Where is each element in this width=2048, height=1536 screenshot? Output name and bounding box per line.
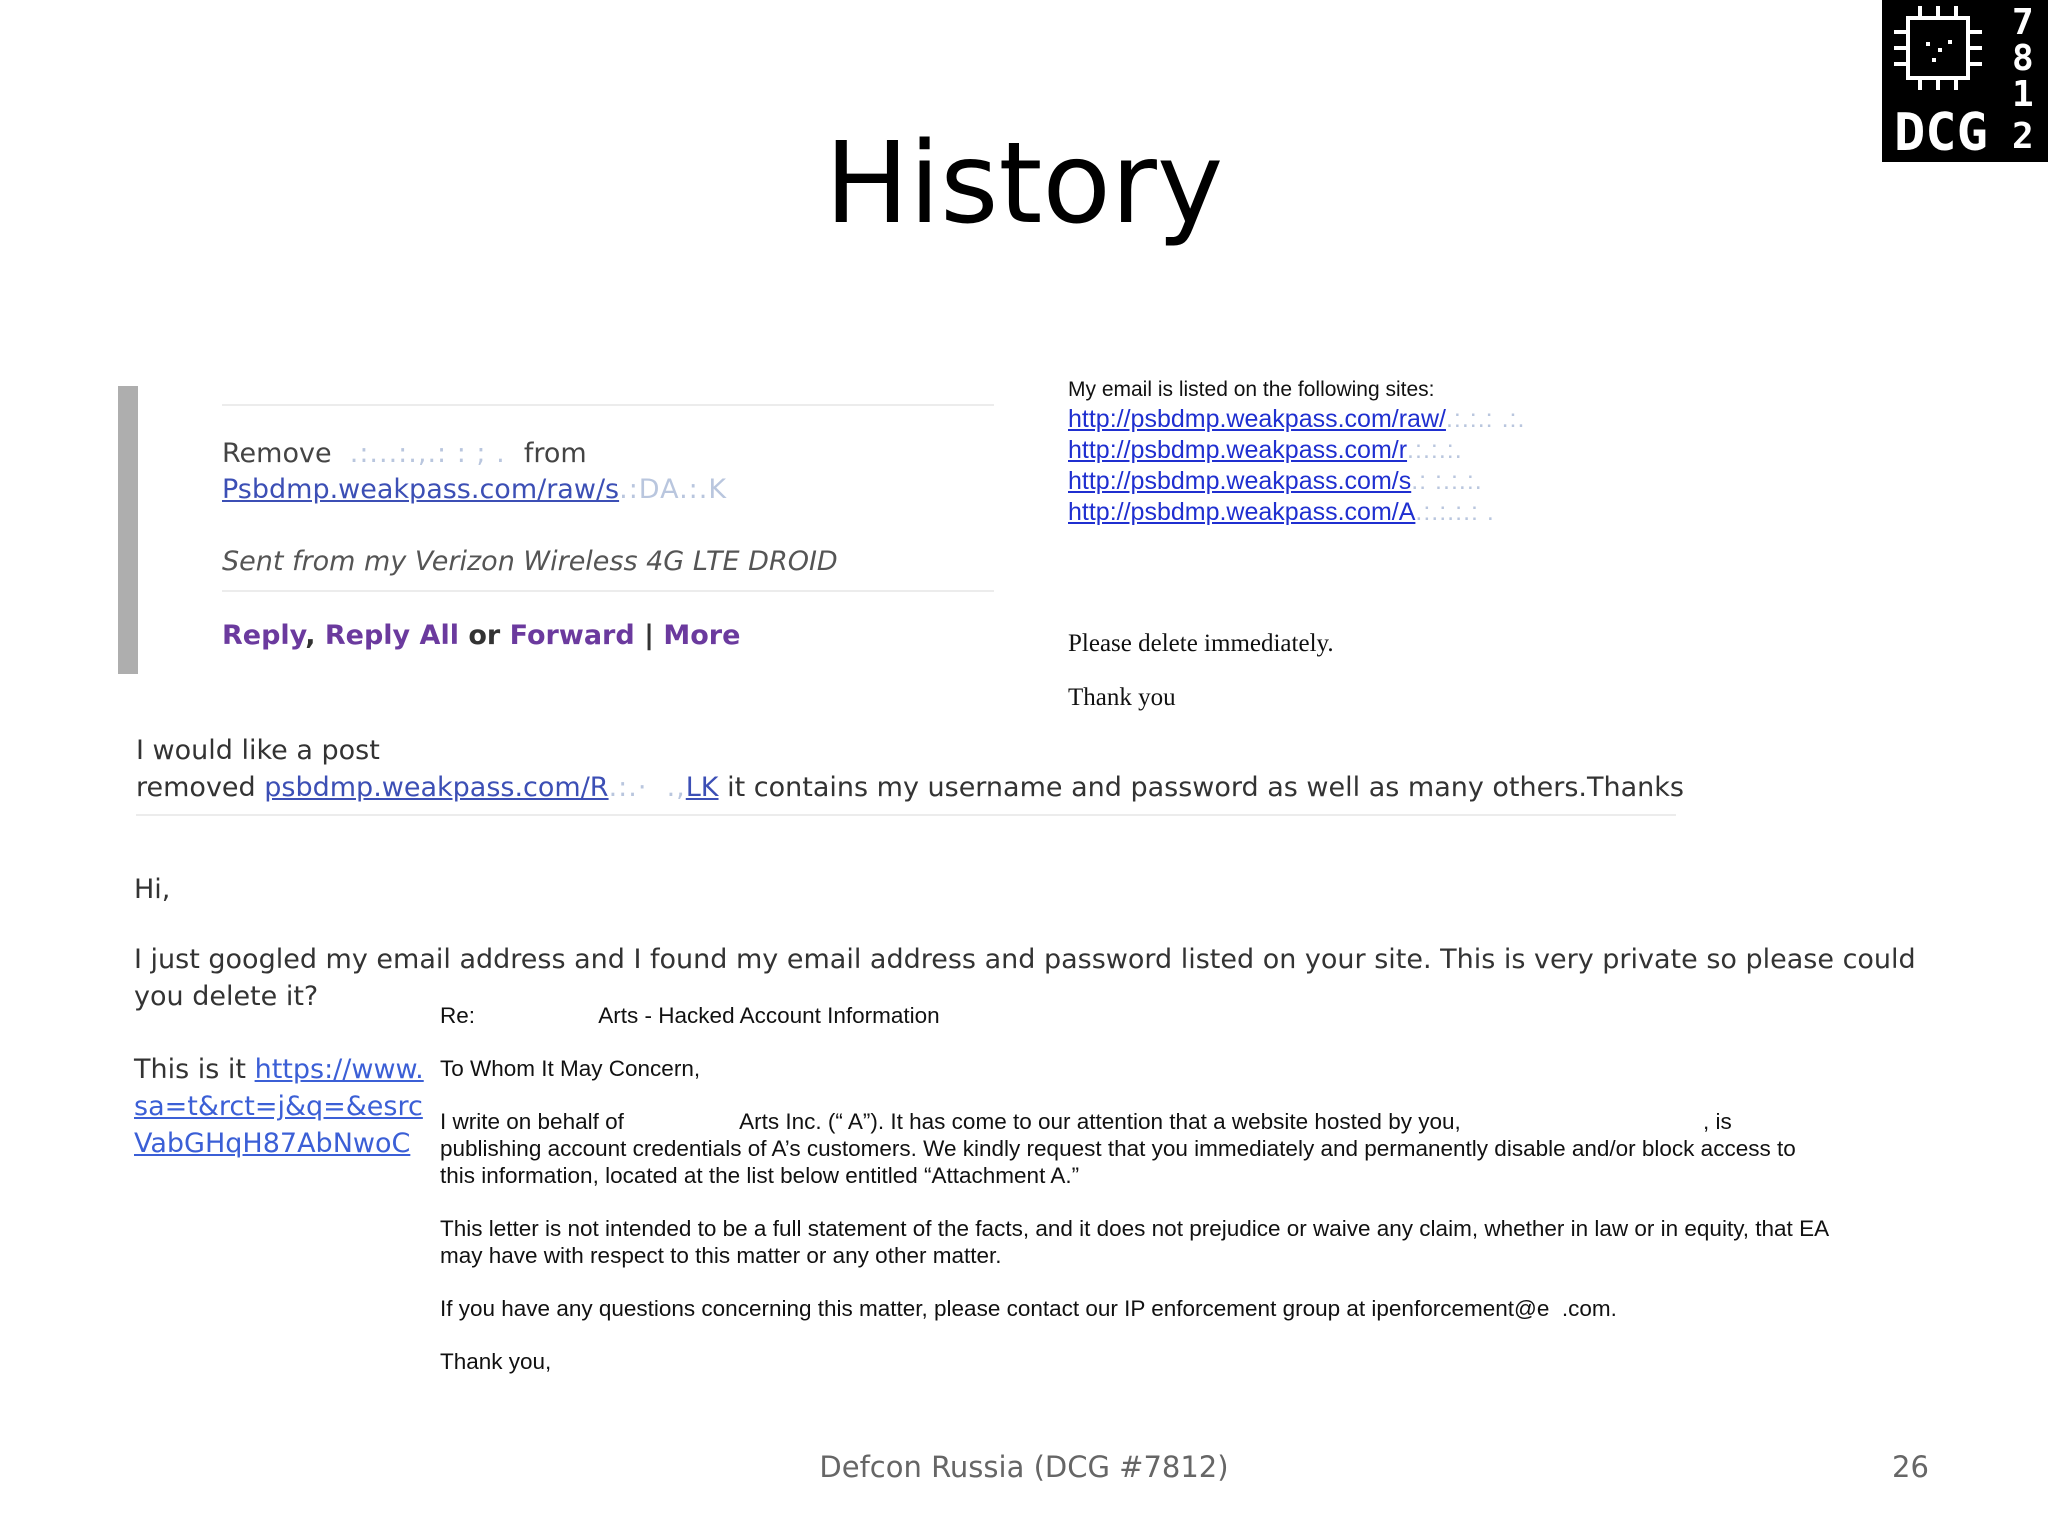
svg-text:2: 2 <box>2012 116 2034 157</box>
legal-letter <box>426 1002 1900 1401</box>
more-link[interactable]: More <box>663 620 741 651</box>
paste-link[interactable]: Psbdmp.weakpass.com/raw/s <box>222 474 620 505</box>
email-post-removal <box>136 732 1684 806</box>
enforcement-email-link[interactable]: ipenforcement@e .com <box>1371 1296 1611 1321</box>
reply-link[interactable]: Reply <box>222 620 306 651</box>
google-link-continued[interactable]: VabGHqH87AbNwoC <box>134 1128 411 1159</box>
slide-footer: Defcon Russia (DCG #7812) <box>819 1450 1229 1484</box>
redacted-email: .:...:.,.: : ; . <box>340 438 516 469</box>
quote-bar <box>118 386 138 674</box>
remove-line: Remove .:...:.,.: : ; . from <box>222 438 587 469</box>
letter-closing: Thank you, <box>440 1349 552 1374</box>
letter-paragraph: I write on behalf of Arts Inc. (“ A”). It has come to our attention that a website hosted by you, , is publishing account credentials of A’s customers. We kindly request that you immediately and permanently disable and/or block access to this information, located at the list below entitled “Attachment A.” <box>440 1109 1796 1188</box>
svg-text:7: 7 <box>2012 2 2034 43</box>
reply-all-link[interactable]: Reply All <box>324 620 459 651</box>
letter-paragraph: If you have any questions concerning this matter, please contact our IP enforcement group at ipenforcement@e .com. <box>440 1296 1617 1321</box>
svg-text:8: 8 <box>2012 38 2034 79</box>
body-line: you delete it? <box>134 981 319 1012</box>
svg-text:1: 1 <box>2012 74 2034 115</box>
greeting: Hi, <box>134 874 171 905</box>
email-header-line: My email is listed on the following sites: <box>1068 378 1435 401</box>
slide-title: History <box>824 119 1224 249</box>
remove-link-line <box>222 474 727 505</box>
divider <box>136 814 1676 816</box>
delete-request: Please delete immediately. <box>1068 630 1334 657</box>
dcg-logo <box>1882 0 2048 162</box>
site-link: http://psbdmp.weakpass.com/A.:.:.:.: . <box>1068 498 1495 526</box>
email-remove-request <box>104 384 904 674</box>
email-signature: Sent from my Verizon Wireless 4G LTE DROID <box>222 546 838 577</box>
svg-text:DCG: DCG <box>1894 103 1988 162</box>
thanks-line: Thank you <box>1068 684 1176 711</box>
forward-link[interactable]: Forward <box>509 620 635 651</box>
divider <box>222 590 994 592</box>
site-link: http://psbdmp.weakpass.com/r.:.:.:. <box>1068 436 1463 464</box>
google-link[interactable]: https://www. <box>254 1054 424 1085</box>
page-number: 26 <box>1892 1450 1929 1484</box>
this-is-it-line: This is it https://www. <box>134 1054 424 1085</box>
chip-icon <box>1882 0 2048 162</box>
letter-paragraph: This letter is not intended to be a full statement of the facts, and it does not prejudice or waive any claim, whether in law or in equity, that EA may have with respect to this matter or any other matter. <box>440 1216 1830 1268</box>
letter-subject: Re: Arts - Hacked Account Information <box>440 1003 940 1028</box>
body-line: I just googled my email address and I found my email address and password listed on your site. This is very private so please could <box>134 944 1916 975</box>
google-link-continued[interactable]: sa=t&rct=j&q=&esrc <box>134 1091 423 1122</box>
removed-line: removed psbdmp.weakpass.com/R.:.· .,LK it contains my username and password as well as many others.Thanks <box>136 772 1684 803</box>
email-listed-sites <box>1068 378 1768 712</box>
divider <box>222 404 994 406</box>
site-link: http://psbdmp.weakpass.com/raw/.:.:.: .:. <box>1068 405 1526 433</box>
email-actions: Reply, Reply All or Forward | More <box>222 620 741 651</box>
paste-link[interactable]: psbdmp.weakpass.com/R.:.· .,LK <box>264 772 719 803</box>
request-line: I would like a post <box>136 735 380 766</box>
site-link: http://psbdmp.weakpass.com/s.: :.:.:. <box>1068 467 1483 495</box>
letter-salutation: To Whom It May Concern, <box>440 1056 701 1081</box>
redacted-link: .:DA.:.K <box>619 474 728 505</box>
